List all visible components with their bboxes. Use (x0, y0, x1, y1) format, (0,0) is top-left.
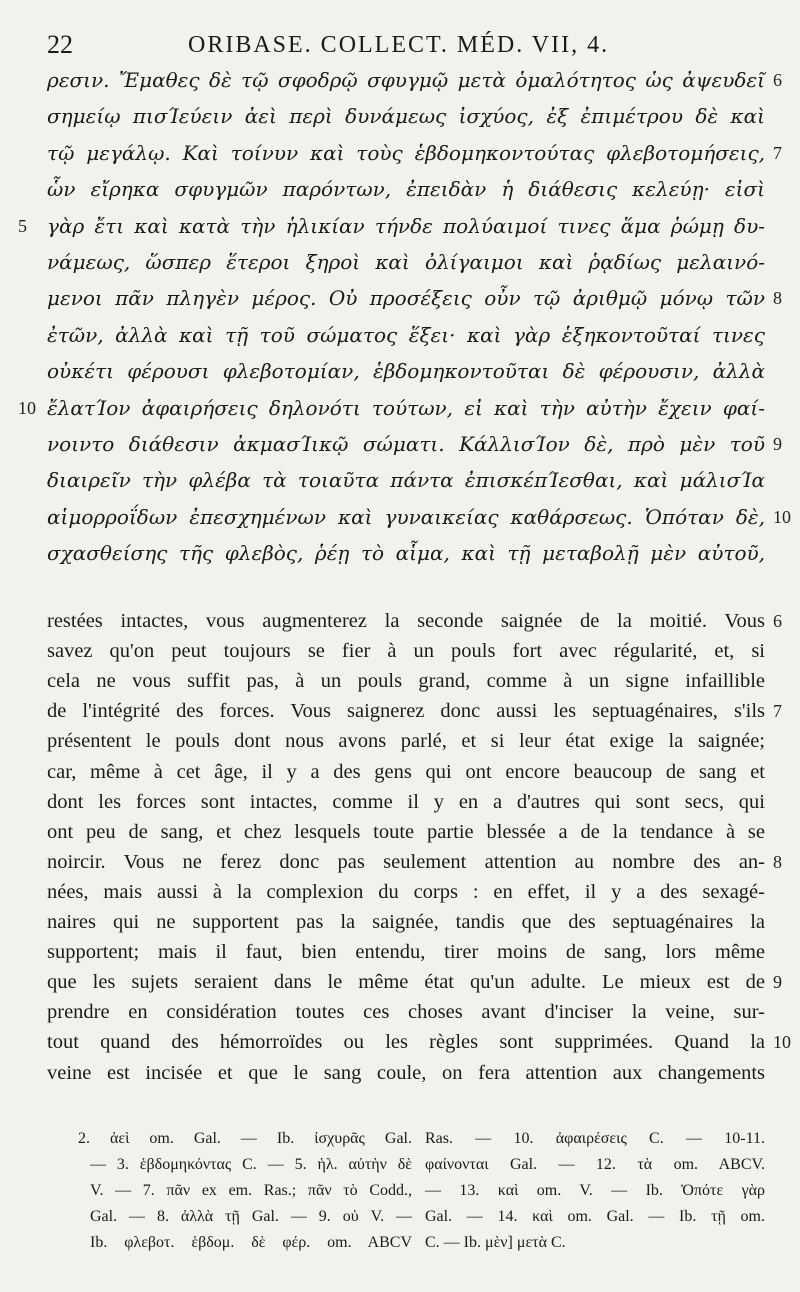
greek-line: ἐτῶν, ἀλλὰ καὶ τῇ τοῦ σώματος ἕξει· καὶ γὰρ ἑξηκοντοῦταί τινες (47, 322, 765, 347)
greek-line: νοιντο διάθεσιν ἀκμασΊικῷ σώματι. ΚάλλισΊον δὲ, πρὸ μὲν τοῦ (47, 432, 765, 456)
greek-line: διαιρεῖν τὴν φλέβα τὰ τοιαῦτα πάντα ἐπισκέπΊεσθαι, καὶ μάλισΊα (47, 468, 765, 493)
greek-line: ὧν εἴρηκα σφυγμῶν παρόντων, ἐπειδὰν ἡ διάθεσις κελεύῃ· εἰσὶ (47, 177, 765, 202)
french-line: présentent le pouls dont nous avons parlé, et si leur état exige la saignée; (47, 730, 765, 753)
greek-line: ἔλατΊον ἀφαιρήσεις δηλονότι τούτων, εἰ καὶ τὴν αὐτὴν ἔχειν φαί- (47, 395, 765, 420)
french-line: savez qu'on peut toujours se fier à un pouls fort avec régularité, et, si (47, 640, 765, 663)
section-number: 7 (773, 142, 782, 163)
footnote-line: — 13. καὶ om. V. — Ib. Ὁπότε γὰρ (425, 1182, 765, 1199)
french-line: cela ne vous suffit pas, à un pouls grand, comme à un signe infaillible (47, 670, 765, 693)
section-number: 10 (773, 1032, 791, 1053)
footnote-line: Gal. — 14. καὶ om. Gal. — Ib. τῇ om. (425, 1208, 765, 1225)
greek-line: νάμεως, ὥσπερ ἕτεροι ξηροὶ καὶ ὀλίγαιμοι καὶ ῥᾳδίως μελαινό- (47, 250, 765, 274)
greek-line: αἱμορροΐδων ἐπεσχημένων καὶ γυναικείας καθάρσεως. Ὁπόταν δὲ, (47, 504, 765, 529)
french-line: veine est incisée et que le sang coule, on fera attention aux changements (47, 1061, 765, 1084)
greek-line: οὐκέτι φέρουσι φλεβοτομίαν, ἑβδομηκοντοῦται δὲ φέρουσιν, ἀλλὰ (47, 359, 765, 384)
footnote-line: — 3. ἑβδομηκόντας C. — 5. ἡλ. αὐτὴν δὲ (90, 1156, 412, 1173)
french-line: restées intactes, vous augmenterez la seconde saignée de la moitié. Vous (47, 610, 765, 632)
page-number: 22 (47, 30, 73, 59)
french-line: de l'intégrité des forces. Vous saignerez donc aussi les septuagénaires, s'ils (47, 700, 765, 723)
french-line: dont les forces sont intactes, comme il y en a d'autres qui sont secs, qui (47, 790, 765, 813)
footnote-line: V. — 7. πᾶν ex em. Ras.; πᾶν τὸ Codd., (90, 1182, 412, 1199)
french-line: prendre en considération toutes ces choses avant d'inciser la veine, sur- (47, 1001, 765, 1024)
section-number: 6 (773, 611, 782, 631)
section-number: 9 (773, 972, 782, 993)
french-line: noircir. Vous ne ferez donc pas seulement attention au nombre des an- (47, 850, 765, 873)
section-number: 8 (773, 288, 782, 309)
french-line: ont peu de sang, et chez lesquels toute partie blessée a de la tendance à se (47, 820, 765, 843)
greek-line: μενοι πᾶν πληγὲν μέρος. Οὐ προσέξεις οὖν τῷ ἀριθμῷ μόνῳ τῶν (47, 286, 765, 311)
line-number: 10 (18, 397, 36, 418)
greek-line: ρεσιν. Ἔμαθες δὲ τῷ σφοδρῷ σφυγμῷ μετὰ ὁμαλότητος ὡς ἀψευδεῖ (47, 68, 765, 92)
line-number: 5 (18, 215, 27, 236)
french-line: car, même à cet âge, il y a des gens qui ont encore beaucoup de sang et (47, 760, 765, 783)
greek-line: σχασθείσης τῆς φλεβὸς, ῥέῃ τὸ αἷμα, καὶ τῇ μεταβολῇ μὲν αὐτοῦ, (47, 541, 765, 566)
section-number: 7 (773, 701, 782, 722)
section-number: 9 (773, 434, 782, 454)
greek-line: σημείῳ πισΊεύειν ἀεὶ περὶ δυνάμεως ἰσχύος, ἐξ ἐπιμέτρου δὲ καὶ (47, 104, 765, 129)
footnote-line: C. — Ib. μὲν] μετὰ C. (425, 1234, 566, 1251)
footnote-line: Ras. — 10. ἀφαιρέσεις C. — 10-11. (425, 1130, 765, 1147)
greek-line: τῷ μεγάλῳ. Καὶ τοίνυν καὶ τοὺς ἑβδομηκοντούτας φλεβοτομήσεις, (47, 140, 765, 165)
section-number: 10 (773, 506, 791, 527)
greek-line: γὰρ ἔτι καὶ κατὰ τὴν ἡλικίαν τήνδε πολύαιμοί τινες ἅμα ῥώμῃ δυ- (47, 213, 765, 238)
french-line: naires qui ne supportent pas la saignée, tandis que des septuagénaires la (47, 911, 765, 933)
running-title: ORIBASE. COLLECT. MÉD. VII, 4. (188, 32, 610, 58)
french-line: supportent; mais il faut, bien entendu, tirer moins de sang, lors même (47, 941, 765, 964)
footnote-line: Ib. φλεβοτ. ἑβδομ. δὲ φέρ. om. ABCV (90, 1234, 412, 1251)
french-line: nées, mais aussi à la complexion du corps : en effet, il y a des sexagé- (47, 880, 765, 903)
section-number: 8 (773, 851, 782, 872)
footnote-line: Gal. — 8. ἀλλὰ τῇ Gal. — 9. οὐ V. — (90, 1208, 412, 1225)
french-line: que les sujets seraient dans le même état qu'un adulte. Le mieux est de (47, 971, 765, 994)
footnote-line: 2. ἀεὶ om. Gal. — Ib. ἰσχυρᾶς Gal. (78, 1130, 412, 1147)
footnote-line: φαίνονται Gal. — 12. τὰ om. ABCV. (425, 1156, 765, 1173)
french-line: tout quand des hémorroïdes ou les règles sont supprimées. Quand la (47, 1031, 765, 1054)
section-number: 6 (773, 70, 782, 90)
page-header (0, 30, 800, 64)
